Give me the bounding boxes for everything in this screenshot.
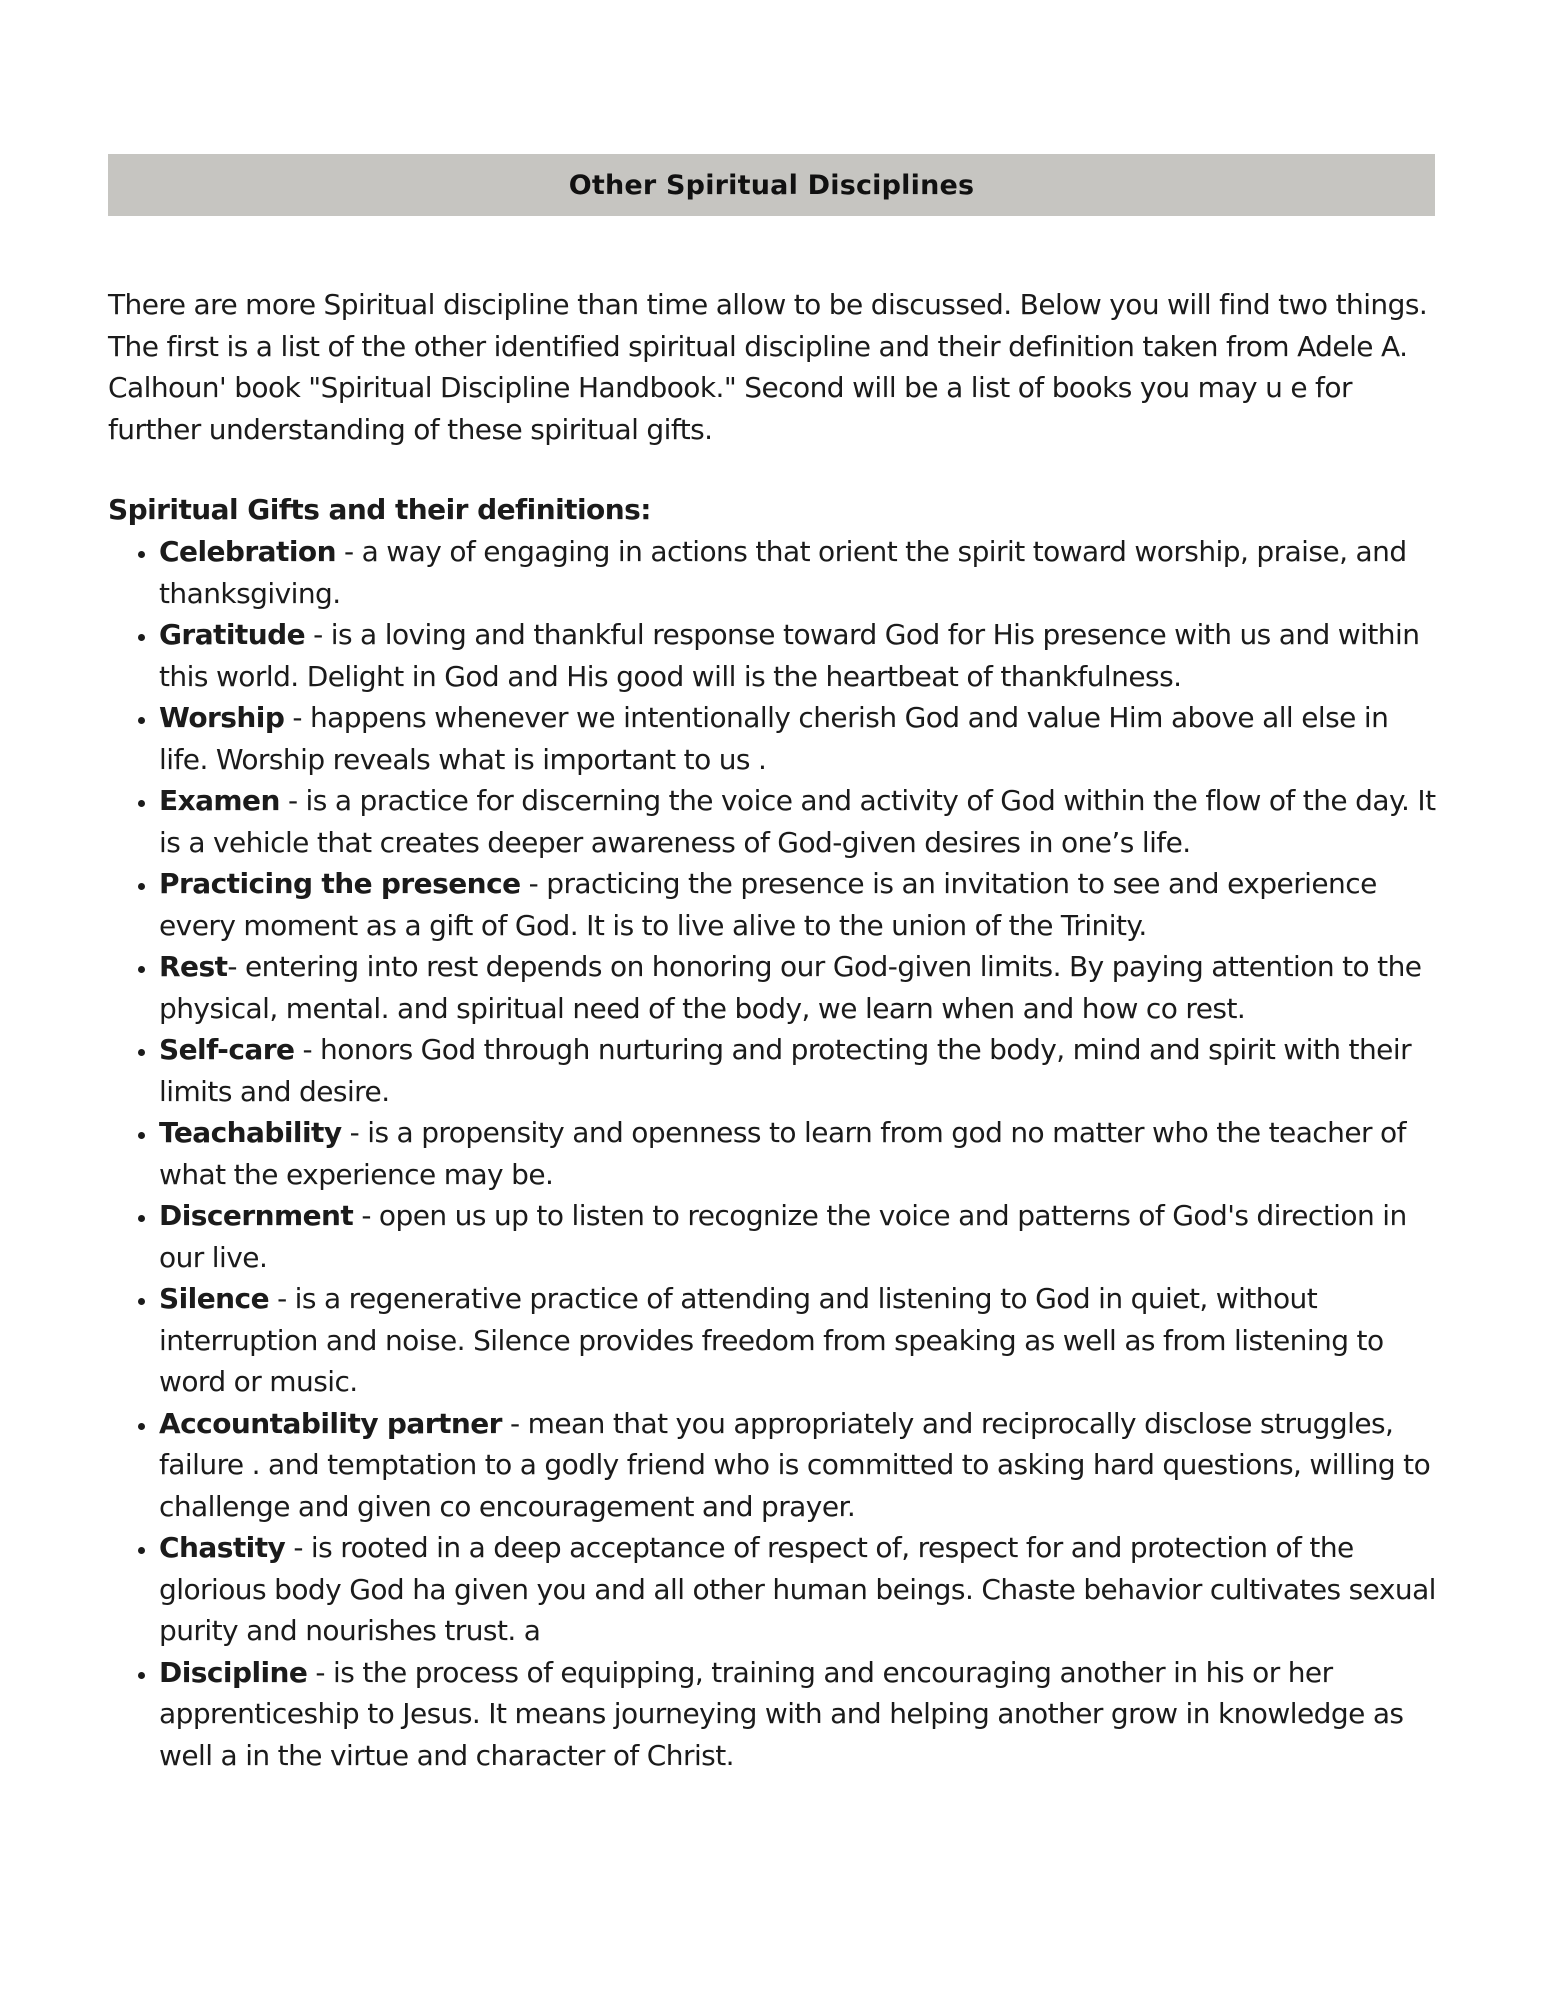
list-item [159,1278,1438,1403]
list-item [159,946,1438,1029]
section-heading: Spiritual Gifts and their definitions: [108,493,651,526]
gift-definition: - entering into rest depends on honoring our God-given limits. By paying attention to the physical, mental. and spiritual need of the body, we learn when and how co rest. [159,950,1422,1025]
list-item [159,1029,1438,1112]
gift-definition: - is a regenerative practice of attending and listening to God in quiet, without interruption and noise. Silence provides freedom from speaking as well as from listening to word or music. [159,1282,1384,1398]
list-item [159,1403,1438,1528]
title-banner [108,154,1435,216]
gift-term: Teachability [159,1116,342,1149]
gift-definition: - is a propensity and openness to learn from god no matter who the teacher of what the experience may be. [159,1116,1406,1191]
gift-definition: - mean that you appropriately and reciprocally disclose struggles, failure . and temptation to a godly friend who is committed to asking hard questions, willing to challenge and given co encouragement and prayer. [159,1406,1431,1523]
list-item [159,863,1438,946]
gift-definition: - is a practice for discerning the voice and activity of God within the flow of the day. It is a vehicle that creates deeper awareness of God-given desires in one’s life. [159,784,1436,859]
gift-term: Chastity [159,1531,286,1564]
list-item [159,780,1438,863]
gift-term: Gratitude [159,618,306,651]
gift-definition: - open us up to listen to recognize the voice and patterns of God's direction in our live. [159,1199,1407,1274]
page-title: Other Spiritual Disciplines [568,169,975,201]
list-item [159,1112,1438,1195]
gift-term: Silence [159,1282,270,1315]
intro-paragraph: There are more Spiritual discipline than time allow to be discussed. Below you will find two things. The first is a list of the other identified spiritual discipline and their definition taken from Adele A. Calhoun' book "Spiritual Discipline Handbook." Second will be a list of books you may u e for further understanding of these spiritual gifts. [108,288,1428,446]
gift-term: Examen [159,784,280,817]
list-item [159,531,1438,614]
gift-term: Self-care [159,1033,295,1066]
gift-definition: - a way of engaging in actions that orient the spirit toward worship, praise, and thanksgiving. [159,535,1407,610]
gift-term: Rest [159,950,228,983]
gift-term: Discipline [159,1655,308,1689]
gift-term: Celebration [159,535,336,568]
gift-definition: - practicing the presence is an invitation to see and experience every moment as a gift of God. It is to live alive to the union of the Trinity. [159,867,1377,942]
list-item [159,1652,1438,1777]
gift-term: Discernment [159,1199,354,1232]
gift-definition: - is rooted in a deep acceptance of respect of, respect for and protection of the glorious body God ha given you and all other human beings. Chaste behavior cultivates sexual purity and nourishes trust. a [159,1531,1436,1647]
gift-list [108,531,1438,1776]
gift-definition: - is the process of equipping, training and encouraging another in his or her apprenticeship to Jesus. It means journeying with and helping another grow in knowledge as well a in the virtue and character of Christ. [159,1655,1404,1772]
gift-term: Accountability partner [159,1406,502,1440]
gift-definition: - is a loving and thankful response toward God for His presence with us and within this world. Delight in God and His good will is the heartbeat of thankfulness. [159,618,1420,693]
gift-definition: - happens whenever we intentionally cherish God and value Him above all else in life. Worship reveals what is important to us . [159,701,1389,776]
list-item [159,614,1438,697]
gift-term: Practicing the presence [159,867,521,900]
gift-term: Worship [159,701,285,734]
list-item [159,697,1438,780]
list-item [159,1527,1438,1652]
list-item [159,1195,1438,1278]
gift-definition: - honors God through nurturing and protecting the body, mind and spirit with their limits and desire. [159,1033,1412,1108]
